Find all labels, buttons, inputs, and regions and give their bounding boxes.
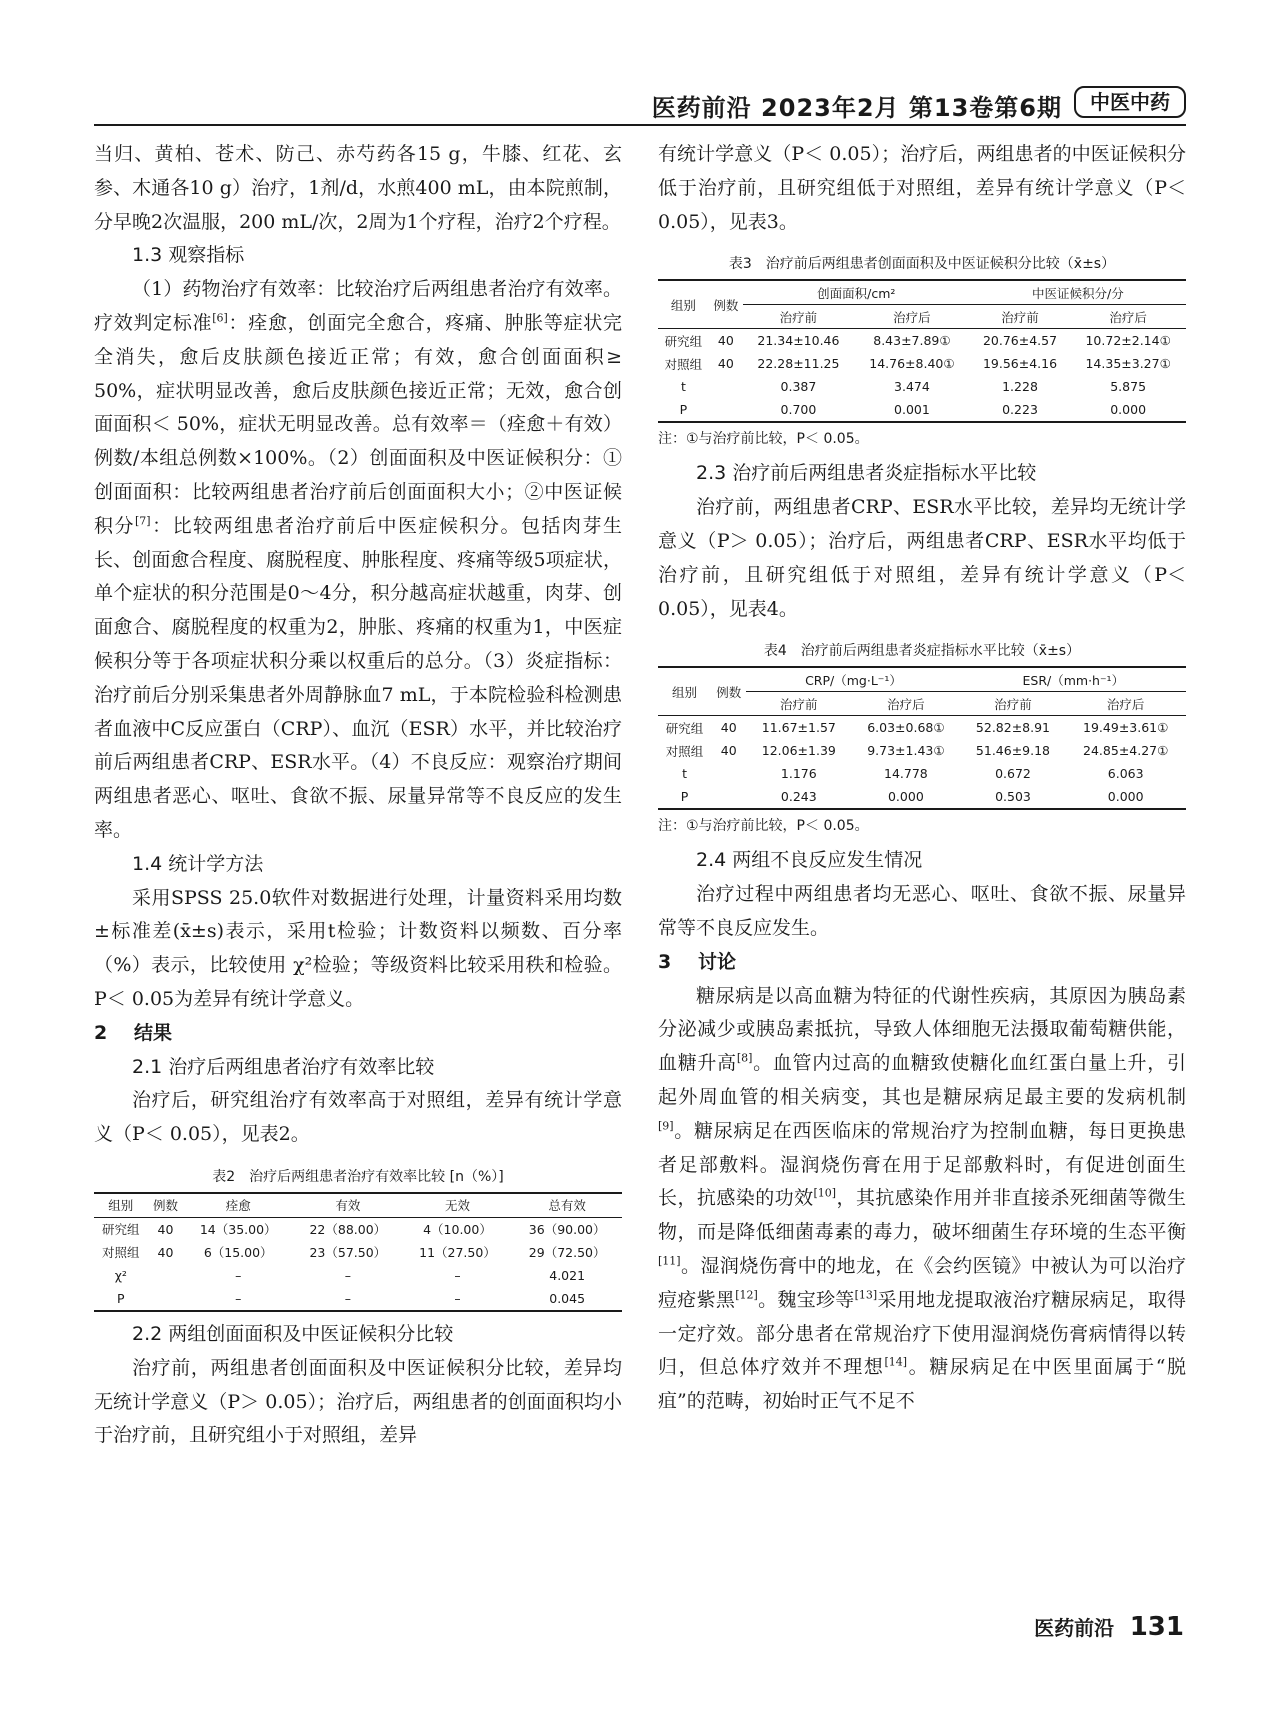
table-cell: 20.76±4.57 [982,333,1058,349]
table-row [94,1241,622,1264]
table-cell: 9.73±1.43① [867,743,945,759]
paragraph-result-2-4: 治疗过程中两组患者均无恶心、呕吐、食欲不振、尿量异常等不良反应发生。 [658,883,1186,939]
table-cell: 4.021 [549,1267,586,1283]
table-header-cell: 治疗前 [746,692,851,716]
paragraph-discussion: 糖尿病是以高血糖为特征的代谢性疾病，其原因为胰岛素分泌减少或胰岛素抵抗，导致人体细胞无法摄取葡萄糖供能，血糖升高[8]。血管内过高的血糖致使糖化血红蛋白量上升，引起外周血管的相关病变，其也是糖尿病足最主要的发病机制[9]。糖尿病足在西医临床的常规治疗为控制血糖，每日更换患者足部敷料。湿润烧伤膏在用于足部敷料时，有促进创面生长，抗感染的功效[10]，其抗感染作用并非直接杀死细菌等微生物，而是降低细菌毒素的毒力，破坏细菌生存环境的生态平衡[11]。湿润烧伤膏中的地龙，在《会约医镜》中被认为可以治疗痘疮紫黑[12]。魏宝珍等[13]采用地龙提取液治疗糖尿病足，取得一定疗效。部分患者在常规治疗下使用湿润烧伤膏病情得以转归，但总体疗效并不理想[14]。糖尿病足在中医里面属于“脱疽”的范畴，初始时正气不足不 [658,984,1186,1413]
table-cell: 0.000 [1065,785,1186,809]
table-cell: 8.43±7.89① [873,333,951,349]
table-row [658,762,1186,785]
table-cell: – [293,1287,403,1311]
heading-2: 2 结果 [94,1021,173,1044]
table-header-cell: 组别 [94,1193,148,1218]
page-header [94,86,1186,120]
table-cell: 0.000 [1070,398,1186,422]
table-cell: 14.778 [884,766,928,782]
section-badge: 中医中药 [1074,86,1186,118]
table-cell: – [183,1287,293,1311]
table-cell: 0.000 [851,785,960,809]
table-cell: P [94,1287,148,1311]
table-cell: 0.672 [995,766,1031,782]
heading-1-4: 1.4 统计学方法 [132,852,264,875]
table-cell: 40 [157,1221,174,1237]
table-cell: 研究组 [664,333,703,349]
table-3 [658,253,1186,451]
table-4-note: 注：①与治疗前比较，P＜ 0.05。 [658,818,869,835]
table-header-cell: 治疗后 [854,305,970,329]
table-cell: 21.34±10.46 [757,333,840,349]
table-cell: 研究组 [665,720,704,736]
citation-ref: [10] [813,1187,837,1201]
table-row [94,1287,622,1311]
paragraph-result-2-1: 治疗后，研究组治疗有效率高于对照组，差异有统计学意义（P＜ 0.05），见表2。 [94,1089,622,1146]
table-4 [658,640,1186,838]
table-cell: 52.82±8.91 [975,720,1051,736]
table-cell [711,785,746,809]
heading-2-3: 2.3 治疗前后两组患者炎症指标水平比较 [696,462,1037,485]
table-cell: – [454,1267,461,1283]
table-cell: 0.045 [512,1287,622,1311]
table-cell: 22.28±11.25 [757,356,840,372]
table-header-cell: 治疗后 [1070,305,1186,329]
table-cell: 0.503 [961,785,1066,809]
heading-2-1: 2.1 治疗后两组患者治疗有效率比较 [132,1055,435,1078]
table-cell: 10.72±2.14① [1085,333,1171,349]
table-header-cell: 治疗前 [970,305,1071,329]
page-number: 131 [1129,1612,1184,1642]
table-cell: 40 [717,333,734,349]
table-cell: 6.063 [1107,766,1144,782]
table-header-cell: 例数 [148,1193,184,1218]
table-row [658,329,1186,353]
table-cell: 0.243 [746,785,851,809]
table-cell: 0.223 [970,398,1071,422]
table-4-grid [658,666,1186,810]
table-header-cell: 组别 [658,280,709,329]
table-cell: 0.387 [780,379,817,395]
table-2-caption: 表2 治疗后两组患者治疗有效率比较 [n（%）] [212,1168,504,1185]
table-cell: 40 [720,743,737,759]
table-header-cell: ESR/（mm·h⁻¹） [961,667,1186,692]
table-cell: 12.06±1.39 [761,743,836,759]
table-cell: 22（88.00） [309,1222,387,1238]
table-header-cell: 痊愈 [183,1193,293,1218]
table-header-cell: 创面面积/cm² [743,280,970,305]
table-row [658,785,1186,809]
table-2-grid [94,1192,622,1312]
table-header-cell: 治疗前 [743,305,854,329]
citation-ref: [11] [658,1254,681,1268]
table-cell [709,398,743,422]
table-cell: t [680,379,686,395]
table-cell: 24.85±4.27① [1083,743,1169,759]
table-header-cell: 例数 [711,667,746,716]
table-cell: 40 [717,356,734,372]
table-header-cell: 组别 [658,667,711,716]
table-cell: 14（35.00） [199,1222,277,1238]
table-header-cell: 治疗后 [851,692,960,716]
table-cell [709,375,743,398]
table-header-cell: 例数 [709,280,743,329]
citation-ref: [13] [854,1288,878,1302]
table-row [658,352,1186,375]
table-cell: P [658,398,709,422]
citation-ref: [12] [735,1288,758,1302]
table-cell: 36（90.00） [528,1222,606,1238]
table-cell [148,1264,184,1287]
table-header-row [658,667,1186,692]
paragraph-result-2-2-cont: 有统计学意义（P＜ 0.05）；治疗后，两组患者的中医证候积分低于治疗前，且研究组低于对照组，差异有统计学意义（P＜ 0.05），见表3。 [658,143,1186,233]
page-footer [1034,1612,1184,1642]
table-header-cell: 中医证候积分/分 [970,280,1186,305]
footer-journal: 医药前沿 [1034,1616,1115,1640]
paragraph-result-2-3: 治疗前，两组患者CRP、ESR水平比较，差异均无统计学意义（P＞ 0.05）；治疗后，两组患者CRP、ESR水平均低于治疗前，且研究组低于对照组，差异有统计学意义（P＜ 0.05），见表4。 [658,496,1186,620]
citation-ref: [7] [135,514,151,528]
heading-3: 3 讨论 [658,950,737,973]
table-3-grid [658,279,1186,423]
table-cell: – [344,1267,351,1283]
table-3-caption: 表3 治疗前后两组患者创面面积及中医证候积分比较（x̄±s） [728,256,1116,273]
table-cell: 11（27.50） [419,1245,496,1261]
heading-2-2: 2.2 两组创面面积及中医证候积分比较 [132,1322,454,1345]
table-header-row [94,1193,622,1218]
table-cell: 40 [720,720,737,736]
table-4-caption: 表4 治疗前后两组患者炎症指标水平比较（x̄±s） [763,643,1081,660]
table-cell: 51.46±9.18 [975,743,1051,759]
header-rule [94,124,1186,126]
table-cell: χ² [114,1267,127,1283]
table-row [658,739,1186,762]
table-cell: 14.35±3.27① [1085,356,1171,372]
table-cell [148,1287,184,1311]
table-cell: 0.001 [854,398,970,422]
table-cell: – [403,1287,513,1311]
table-cell: P [658,785,711,809]
table-cell: 研究组 [102,1222,140,1238]
table-cell: t [682,766,687,782]
heading-2-4: 2.4 两组不良反应发生情况 [696,849,923,872]
table-header-cell: 有效 [293,1193,403,1218]
table-row [658,716,1186,740]
table-cell: 5.875 [1110,379,1147,395]
table-cell: 19.49±3.61① [1083,720,1169,736]
table-cell: 40 [157,1244,174,1260]
table-cell: 对照组 [665,743,704,759]
journal-issue-line: 医药前沿 2023年2月 第13卷第6期 [651,94,1062,122]
left-column [94,138,622,1453]
table-cell: 29（72.50） [528,1245,606,1261]
right-column [658,138,1186,1419]
table-header-cell: CRP/（mg·L⁻¹） [746,667,960,692]
table-row [94,1264,622,1287]
paragraph-herbs: 当归、黄柏、苍术、防己、赤芍药各15 g，牛膝、红花、玄参、木通各10 g）治疗，1剂/d，水煎400 mL，由本院煎制，分早晚2次温服，200 mL/次，2周为1个疗程，治疗2个疗程。 [94,143,622,233]
paragraph-statistics: 采用SPSS 25.0软件对数据进行处理，计量资料采用均数±标准差(x̄±s)表示，采用t检验；计数资料以频数、百分率（%）表示，比较使用 χ²检验；等级资料比较采用秩和检验。P＜ 0.05为差异有统计学意义。 [94,886,622,1010]
table-cell: 6.03±0.68① [867,720,945,736]
table-cell: 对照组 [664,356,703,372]
table-cell: 0.700 [743,398,854,422]
table-cell: 对照组 [102,1245,140,1261]
citation-ref: [14] [884,1356,908,1369]
paragraph-result-2-2: 治疗前，两组患者创面面积及中医证候积分比较，差异均无统计学意义（P＞ 0.05）；治疗后，两组患者的创面面积均小于治疗前，且研究组小于对照组，差异 [94,1356,622,1447]
table-header-cell: 总有效 [512,1193,622,1218]
table-header-cell: 治疗前 [961,692,1066,716]
table-cell [711,762,746,785]
citation-ref: [9] [658,1119,674,1133]
table-row [94,1217,622,1241]
table-cell: 6（15.00） [203,1245,273,1261]
table-cell: 3.474 [894,379,930,395]
table-header-row [658,280,1186,305]
table-row [658,398,1186,422]
citation-ref: [8] [736,1051,753,1065]
citation-ref: [6] [212,311,228,325]
table-header-cell: 治疗后 [1065,692,1186,716]
paragraph-indicators: （1）药物治疗有效率：比较治疗后两组患者治疗有效率。疗效判定标准[6]：痊愈，创面完全愈合，疼痛、肿胀等症状完全消失，愈后皮肤颜色接近正常；有效，愈合创面面积≥ 50%，症状明显改善，愈后皮肤颜色接近正常；无效，愈合创面面积＜ 50%，症状无明显改善。总有效率＝（痊愈＋有效）例数/本组总例数×100%。（2）创面面积及中医证候积分：①创面面积：比较两组患者治疗前后创面面积大小；②中医证候积分[7]：比较两组患者治疗前后中医症候积分。包括肉芽生长、创面愈合程度、腐脱程度、肿胀程度、疼痛等级5项症状，单个症状的积分范围是0～4分，积分越高症状越重，肉芽、创面愈合、腐脱程度的权重为2，肿胀、疼痛的权重为1，中医症候积分等于各项症状积分乘以权重后的总分。（3）炎症指标：治疗前后分别采集患者外周静脉血7 mL，于本院检验科检测患者血液中C反应蛋白（CRP）、血沉（ESR）水平，并比较治疗前后两组患者CRP、ESR水平。（4）不良反应：观察治疗期间两组患者恶心、呕吐、食欲不振、尿量异常等不良反应的发生率。 [94,278,622,841]
table-cell: 14.76±8.40① [869,356,955,372]
table-cell: 1.228 [1002,379,1038,395]
heading-1-3: 1.3 观察指标 [132,244,245,267]
table-row [658,375,1186,398]
table-2 [94,1166,622,1312]
table-cell: 4（10.00） [423,1222,492,1238]
table-cell: – [235,1267,242,1283]
table-cell: 23（57.50） [309,1245,387,1261]
table-cell: 1.176 [780,766,817,782]
table-3-note: 注：①与治疗前比较，P＜ 0.05。 [658,431,869,448]
table-cell: 11.67±1.57 [761,720,836,736]
table-header-cell: 无效 [403,1193,513,1218]
table-cell: 19.56±4.16 [982,356,1058,372]
